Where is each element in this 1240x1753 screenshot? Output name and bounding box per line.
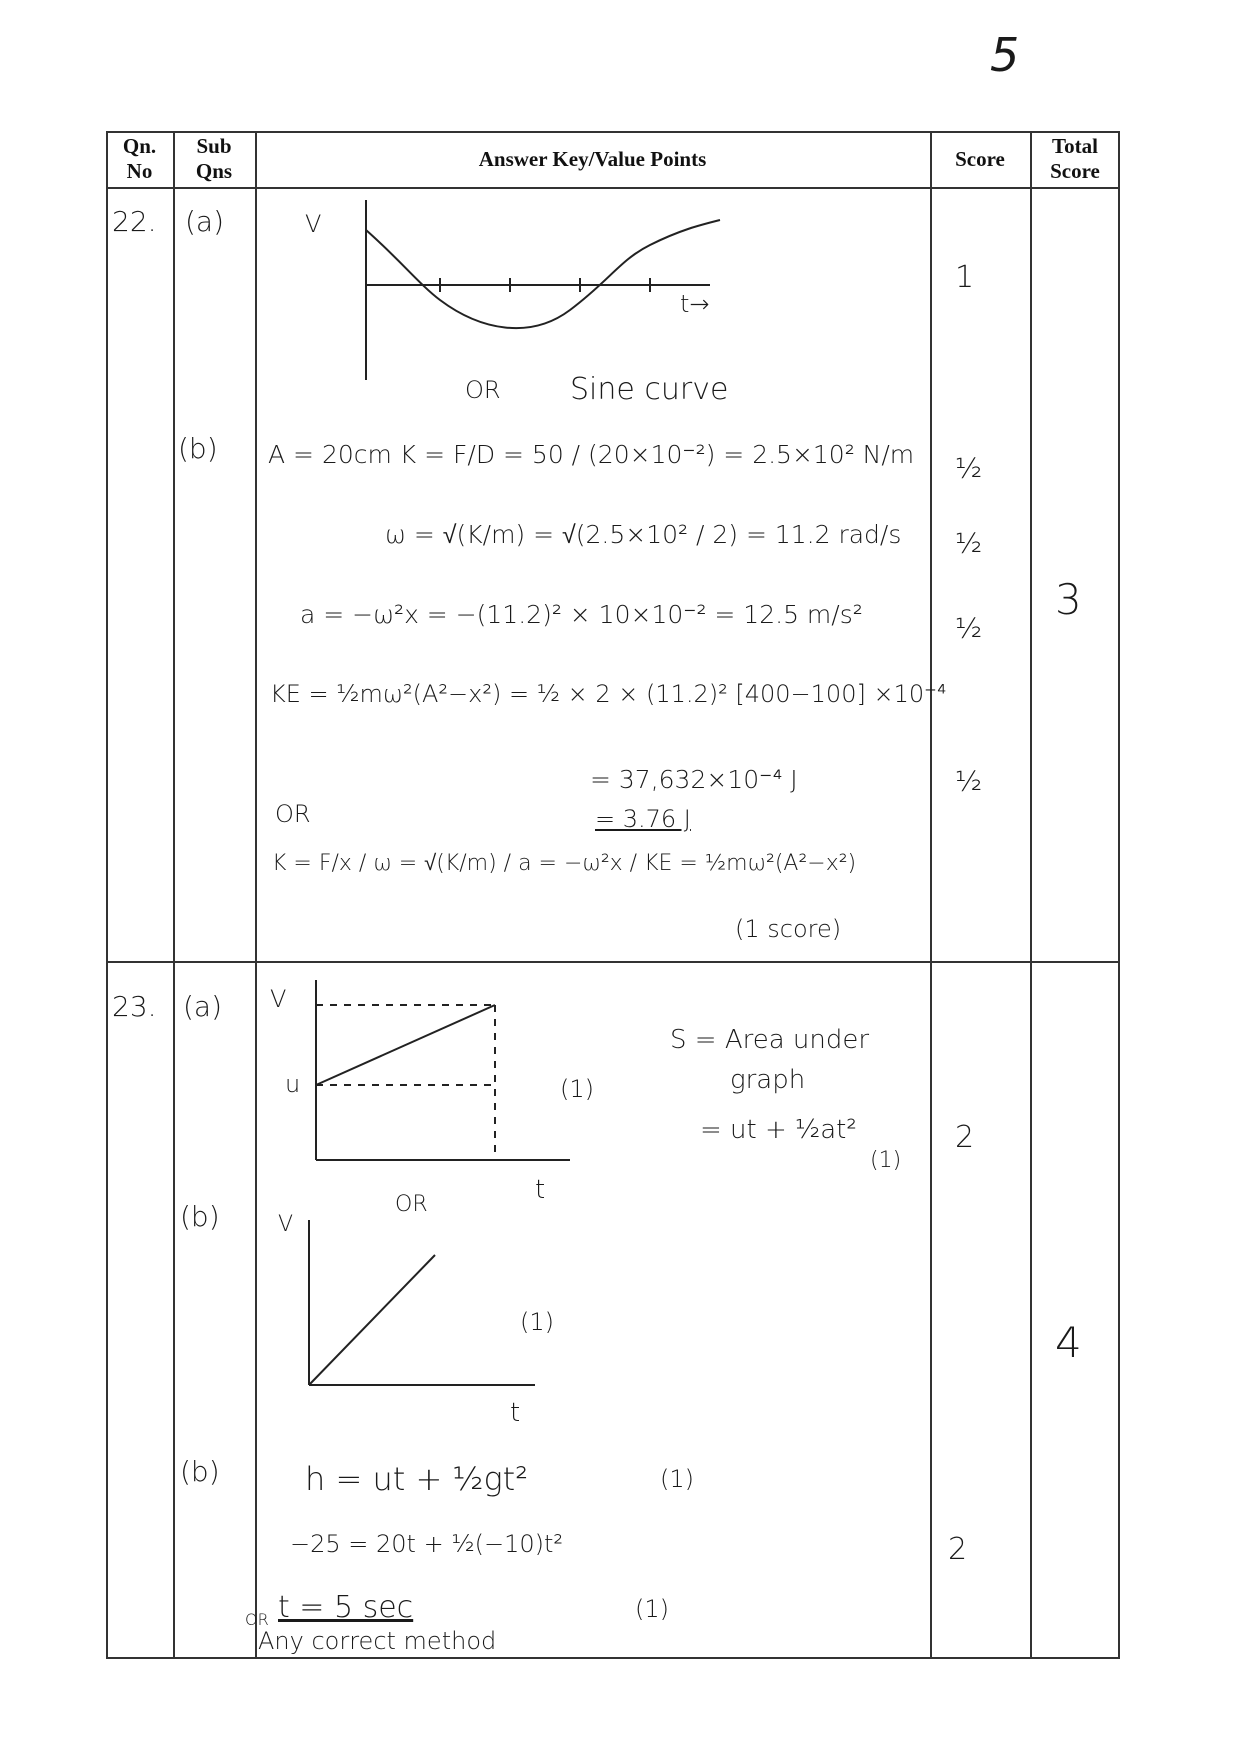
q23b2-line-3: t = 5 sec [278, 1590, 414, 1625]
q23a-velocity-time-graph [300, 975, 580, 1175]
q22b-alt-score: (1 score) [735, 915, 842, 943]
q22a-score: 1 [955, 260, 975, 295]
q22b-score-4: ½ [955, 765, 983, 798]
header-divider [106, 187, 1120, 189]
q23a-note-4: (1) [870, 1148, 902, 1173]
q23b1-graph-mark: (1) [520, 1308, 554, 1336]
q22b-score-2: ½ [955, 527, 983, 560]
q22a-alt-text: Sine curve [570, 372, 729, 407]
q22b-line-5: = 37,632×10⁻⁴ J [590, 765, 798, 794]
q22b-alt-formula: K = F/x / ω = √(K/m) / a = −ω²x / KE = ½mω²(A²−x²) [272, 851, 857, 876]
row-divider [106, 961, 1120, 963]
q23b2-label: (b) [180, 1455, 220, 1488]
header-total-line2: Score [1050, 159, 1100, 184]
header-sub-line2: Qns [195, 159, 233, 184]
q22a-axis-v: V [305, 210, 322, 238]
column-divider [1030, 131, 1032, 1659]
q22b-score-3: ½ [955, 612, 983, 645]
q23b2-or: OR [245, 1610, 269, 1629]
q23a-axis-u: u [285, 1070, 301, 1098]
q23b2-mark-1: (1) [660, 1465, 694, 1493]
q22b-line-3: a = −ω²x = −(11.2)² × 10×10⁻² = 12.5 m/s² [300, 600, 863, 629]
q22b-label: (b) [178, 432, 218, 465]
q23b2-score: 2 [948, 1532, 968, 1567]
header-qn-line1: Qn. [122, 134, 157, 158]
q23b-velocity-time-graph [295, 1215, 555, 1405]
q22-number: 22. [112, 205, 157, 238]
column-divider [173, 131, 175, 1659]
q23a-score: 2 [955, 1120, 975, 1155]
q23a-note-3: = ut + ½at² [700, 1115, 857, 1145]
q23a-label: (a) [183, 990, 223, 1023]
q22b-line-6: = 3.76 J [595, 805, 691, 833]
page-number: 5 [990, 28, 1020, 82]
q23a-axis-v: V [270, 985, 287, 1013]
q23a-graph-mark: (1) [560, 1075, 594, 1103]
q23-number: 23. [112, 990, 157, 1023]
header-score: Score [955, 147, 1005, 171]
header-sub-qns [173, 134, 255, 184]
q22a-label: (a) [185, 205, 225, 238]
q23a-axis-t: t [535, 1175, 546, 1205]
header-answer: Answer Key/Value Points [478, 147, 707, 171]
q23b1-label: (b) [180, 1200, 220, 1233]
header-total-score [1030, 134, 1120, 184]
q22b-or: OR [275, 800, 311, 828]
q23b1-axis-t: t [510, 1398, 521, 1428]
q23b2-line-1: h = ut + ½gt² [305, 1460, 529, 1498]
q23b1-axis-v: V [278, 1212, 294, 1237]
header-sub-line1: Sub [196, 134, 232, 158]
header-qn-no [106, 134, 173, 184]
q23-total-score: 4 [1055, 1318, 1082, 1367]
q22b-line-1: A = 20cm K = F/D = 50 / (20×10⁻²) = 2.5×10² N/m [268, 440, 915, 469]
header-qn-line2: No [126, 159, 153, 184]
q22-total-score: 3 [1055, 575, 1082, 624]
q22b-line-2: ω = √(K/m) = √(2.5×10² / 2) = 11.2 rad/s [385, 520, 902, 549]
q22b-score-1: ½ [955, 452, 983, 485]
header-total-line1: Total [1052, 134, 1098, 158]
q23b2-mark-2: (1) [635, 1595, 669, 1623]
column-divider [930, 131, 932, 1659]
q23b2-alt: Any correct method [258, 1627, 497, 1655]
q23b1-or: OR [395, 1192, 428, 1217]
q23a-note-2: graph [730, 1065, 806, 1095]
q22b-line-4: KE = ½mω²(A²−x²) = ½ × 2 × (11.2)² [400−100] ×10⁻⁴ [270, 680, 947, 708]
column-divider [255, 131, 257, 1659]
q23a-note-1: S = Area under [670, 1025, 870, 1055]
q23b2-line-2: −25 = 20t + ½(−10)t² [290, 1530, 563, 1558]
q22a-or: OR [465, 376, 501, 404]
q22a-axis-t: t→ [680, 290, 710, 318]
